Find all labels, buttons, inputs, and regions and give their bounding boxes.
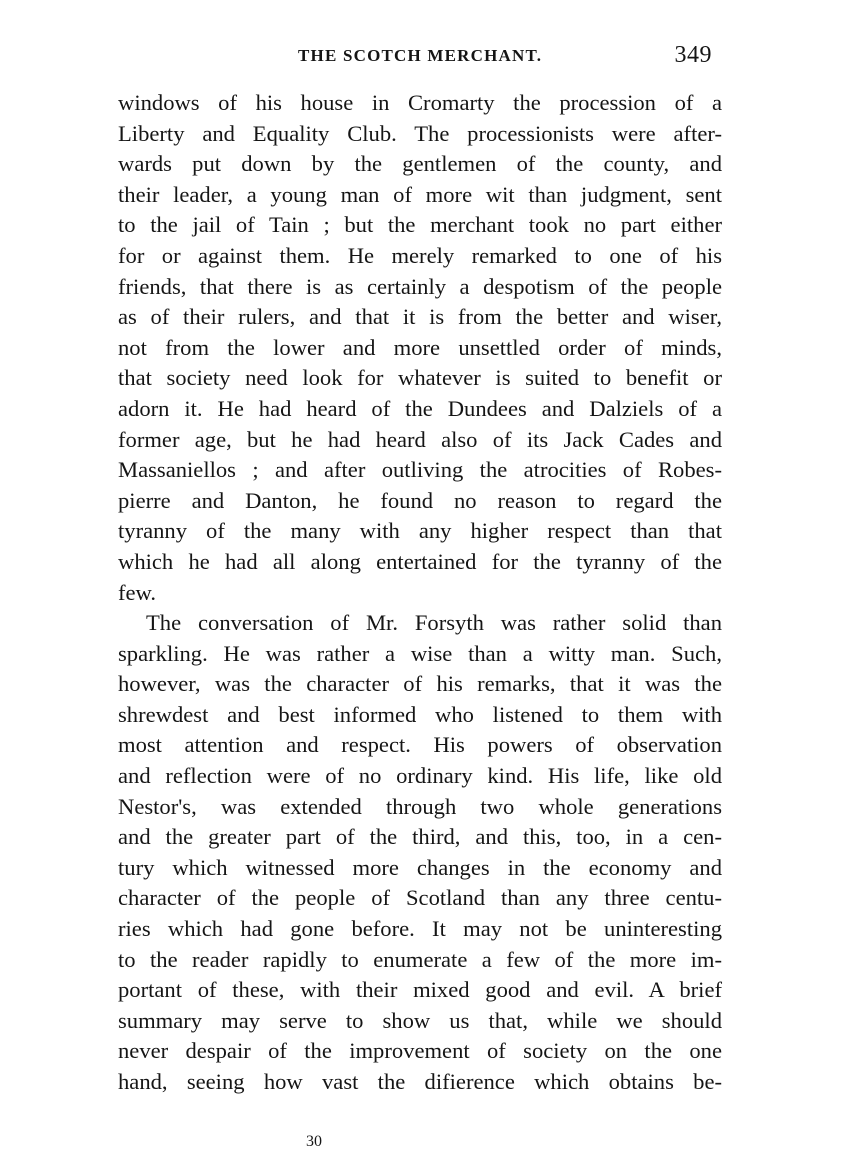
- text-line: for or against them. He merely remarked to one of his: [118, 242, 722, 268]
- text-line: hand, seeing how vast the difierence which obtains be-: [118, 1069, 722, 1094]
- text-line: Massaniellos ; and after outliving the atrocities of Robes-: [118, 457, 722, 483]
- text-line: Nestor's, was extended through two whole generations: [118, 793, 722, 819]
- text-line: pierre and Danton, he found no reason to regard the: [118, 487, 722, 513]
- text-line: ries which had gone before. It may not be uninteresting: [118, 916, 722, 942]
- paragraph-end-line: few.: [118, 579, 157, 605]
- running-head: [118, 44, 722, 76]
- text-line: sparkling. He was rather a wise than a witty man. Such,: [118, 640, 722, 666]
- text-line: and reflection were of no ordinary kind. His life, like old: [118, 763, 722, 789]
- paragraph-start-line: The conversation of Mr. Forsyth was rather solid than: [146, 610, 722, 636]
- text-line: never despair of the improvement of society on the one: [118, 1038, 722, 1064]
- text-line: however, was the character of his remarks, that it was the: [118, 671, 722, 697]
- signature-mark: 30: [306, 1133, 322, 1150]
- text-line: former age, but he had heard also of its Jack Cades and: [118, 426, 722, 452]
- text-line: portant of these, with their mixed good and evil. A brief: [118, 977, 722, 1003]
- text-line: which he had all along entertained for the tyranny of the: [118, 548, 722, 574]
- text-line: shrewdest and best informed who listened to them with: [118, 701, 722, 727]
- text-line: windows of his house in Cromarty the procession of a: [118, 90, 722, 115]
- text-line: to the jail of Tain ; but the merchant took no part either: [118, 212, 722, 238]
- text-line: their leader, a young man of more wit than judgment, sent: [118, 181, 722, 207]
- text-line: friends, that there is as certainly a despotism of the people: [118, 273, 722, 299]
- text-line: character of the people of Scotland than any three centu-: [118, 885, 722, 911]
- running-title: THE SCOTCH MERCHANT.: [298, 46, 543, 65]
- text-line: and the greater part of the third, and this, too, in a cen-: [118, 824, 722, 850]
- text-line: most attention and respect. His powers of observation: [118, 732, 722, 758]
- text-line: summary may serve to show us that, while we should: [118, 1007, 722, 1033]
- text-line: tyranny of the many with any higher respect than that: [118, 518, 722, 544]
- text-line: wards put down by the gentlemen of the county, and: [118, 151, 722, 177]
- text-line: tury which witnessed more changes in the economy and: [118, 854, 722, 880]
- text-line: that society need look for whatever is suited to benefit or: [118, 365, 722, 391]
- text-line: Liberty and Equality Club. The processionists were after-: [118, 120, 722, 146]
- text-line: to the reader rapidly to enumerate a few of the more im-: [118, 946, 722, 972]
- text-line: not from the lower and more unsettled order of minds,: [118, 334, 722, 360]
- text-line: adorn it. He had heard of the Dundees and Dalziels of a: [118, 395, 722, 421]
- page-number: 349: [674, 42, 712, 68]
- text-line: as of their rulers, and that it is from the better and wiser,: [118, 304, 722, 330]
- body-text: [118, 88, 722, 1098]
